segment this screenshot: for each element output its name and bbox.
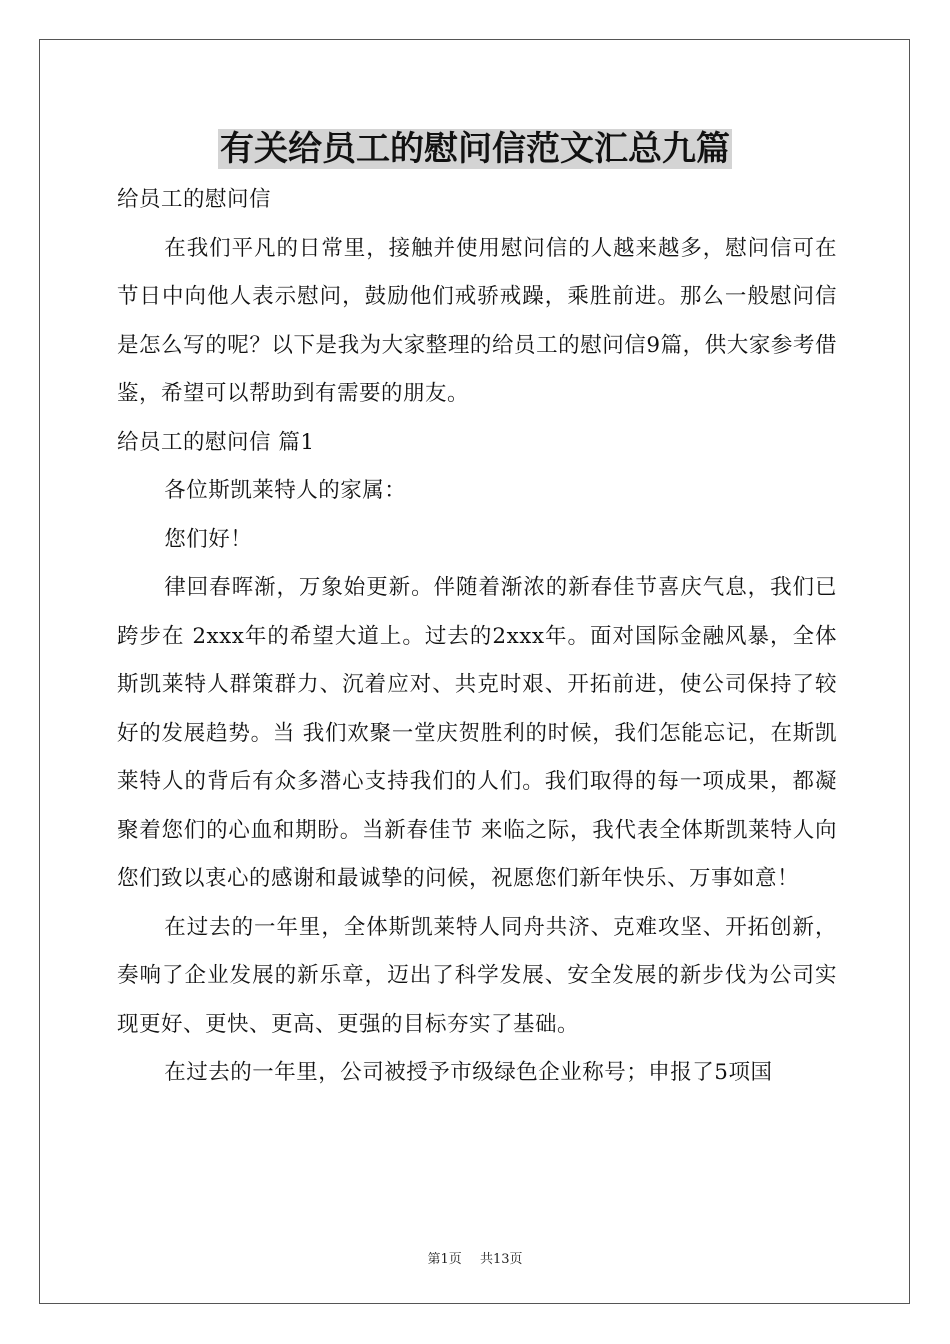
body-paragraph: 在过去的一年里，公司被授予市级绿色企业称号；申报了5项国: [164, 1060, 773, 1085]
greeting: 您们好！: [164, 526, 253, 552]
page-footer: [0, 1248, 950, 1267]
document-title-text: 有关给员工的慰问信范文汇总九篇: [220, 129, 730, 169]
section-heading-1: 给员工的慰问信 篇1: [117, 429, 315, 455]
body-paragraph: 在过去的一年里，全体斯凯莱特人同舟共济、克难攻坚、开拓创新，奏响了企业发展的新乐章，迈出了科学发展、安全发展的新步伐为公司实现更好、更快、更高、更强的目标夯实了基础。: [117, 914, 837, 1037]
intro-paragraph: 在我们平凡的日常里，接触并使用慰问信的人越来越多，慰问信可在节日中向他人表示慰问，鼓励他们戒骄戒躁，乘胜前进。那么一般慰问信是怎么写的呢？以下是我为大家整理的给员工的慰问信9篇，供大家参考借鉴，希望可以帮助到有需要的朋友。: [117, 235, 837, 406]
section-heading: 给员工的慰问信: [117, 187, 272, 212]
document-body: [117, 176, 837, 1098]
document-title: [0, 124, 950, 174]
salutation: 各位斯凯莱特人的家属：: [164, 478, 407, 503]
page-total: 共13页: [479, 1252, 523, 1267]
body-paragraph: 律回春晖渐，万象始更新。伴随着渐浓的新春佳节喜庆气息，我们已跨步在 2xxx年的希望大道上。过去的2xxx年。面对国际金融风暴，全体斯凯莱特人群策群力、沉着应对、共克时艰、开拓前进，使公司保持了较好的发展趋势。当 我们欢聚一堂庆贺胜利的时候，我们怎能忘记，在斯凯莱特人的背后有众多潜心支持我们的人们。我们取得的每一项成果，都凝聚着您们的心血和期盼。当新春佳节 来临之际，我代表全体斯凯莱特人向您们致以衷心的感谢和最诚挚的问候，祝愿您们新年快乐、万事如意！: [117, 575, 837, 891]
page-number: 第1页: [427, 1252, 462, 1267]
